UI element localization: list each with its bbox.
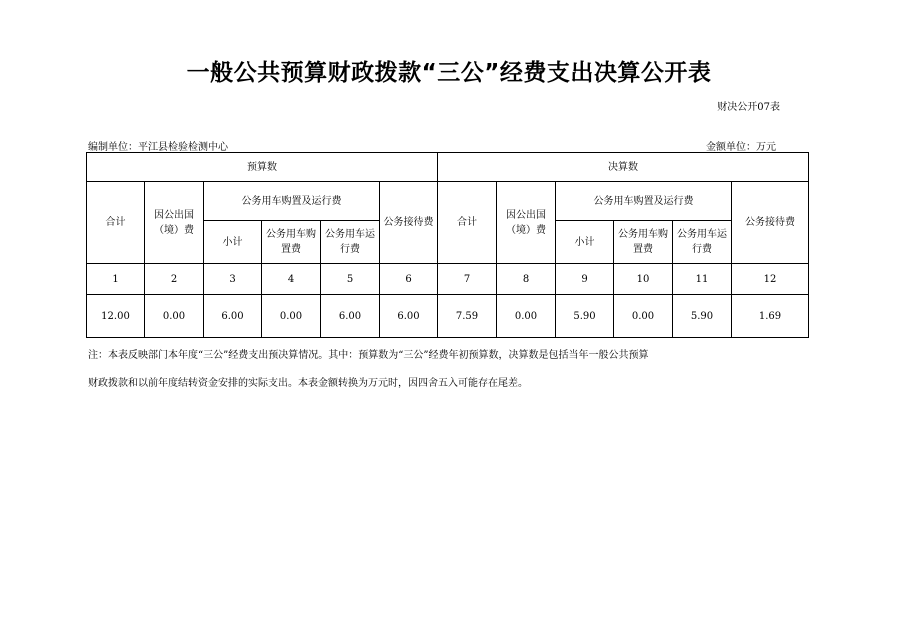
three-public-expenses-table [86,152,809,338]
value-cell: 7.59 [438,295,497,338]
final-vehicle-purchase-header: 公务用车购置费 [614,221,673,264]
column-number: 11 [673,264,732,295]
budget-vehicle-purchase-header: 公务用车购置费 [262,221,321,264]
column-number: 10 [614,264,673,295]
budget-subtotal-header: 小计 [204,221,262,264]
footnote-line-2: 财政拨款和以前年度结转资金安排的实际支出。本表金额转换为万元时，因四舍五入可能存在尾差。 [88,378,528,389]
value-cell: 5.90 [673,295,732,338]
column-number: 4 [262,264,321,295]
final-vehicle-group-header: 公务用车购置及运行费 [556,182,732,221]
column-number: 1 [87,264,145,295]
value-cell: 12.00 [87,295,145,338]
value-cell: 5.90 [556,295,614,338]
value-cell: 6.00 [380,295,438,338]
column-header-row [87,182,809,221]
column-number: 6 [380,264,438,295]
value-row [87,295,809,338]
column-number: 3 [204,264,262,295]
table-code: 财决公开07表 [717,102,780,113]
column-number-row [87,264,809,295]
final-abroad-header: 因公出国（境）费 [497,182,556,264]
group-header-row [87,153,809,182]
value-cell: 6.00 [204,295,262,338]
budget-reception-header: 公务接待费 [380,182,438,264]
budget-group-header: 预算数 [87,153,438,182]
final-vehicle-operation-header: 公务用车运行费 [673,221,732,264]
final-group-header: 决算数 [438,153,809,182]
value-cell: 0.00 [262,295,321,338]
budget-vehicle-group-header: 公务用车购置及运行费 [204,182,380,221]
column-number: 8 [497,264,556,295]
value-cell: 1.69 [732,295,809,338]
amount-unit: 金额单位：万元 [706,142,776,153]
final-reception-header: 公务接待费 [732,182,809,264]
final-total-header: 合计 [438,182,497,264]
compiling-unit: 编制单位：平江县检验检测中心 [88,142,228,153]
budget-total-header: 合计 [87,182,145,264]
footnote-line-1: 注：本表反映部门本年度“三公”经费支出预决算情况。其中：预算数为“三公”经费年初预算数，决算数是包括当年一般公共预算 [88,350,649,361]
column-number: 7 [438,264,497,295]
column-number: 9 [556,264,614,295]
value-cell: 6.00 [321,295,380,338]
value-cell: 0.00 [614,295,673,338]
final-subtotal-header: 小计 [556,221,614,264]
value-cell: 0.00 [145,295,204,338]
column-number: 2 [145,264,204,295]
page-title: 一般公共预算财政拨款“三公”经费支出决算公开表 [186,60,712,86]
column-number: 5 [321,264,380,295]
budget-abroad-header: 因公出国（境）费 [145,182,204,264]
column-number: 12 [732,264,809,295]
budget-vehicle-operation-header: 公务用车运行费 [321,221,380,264]
value-cell: 0.00 [497,295,556,338]
